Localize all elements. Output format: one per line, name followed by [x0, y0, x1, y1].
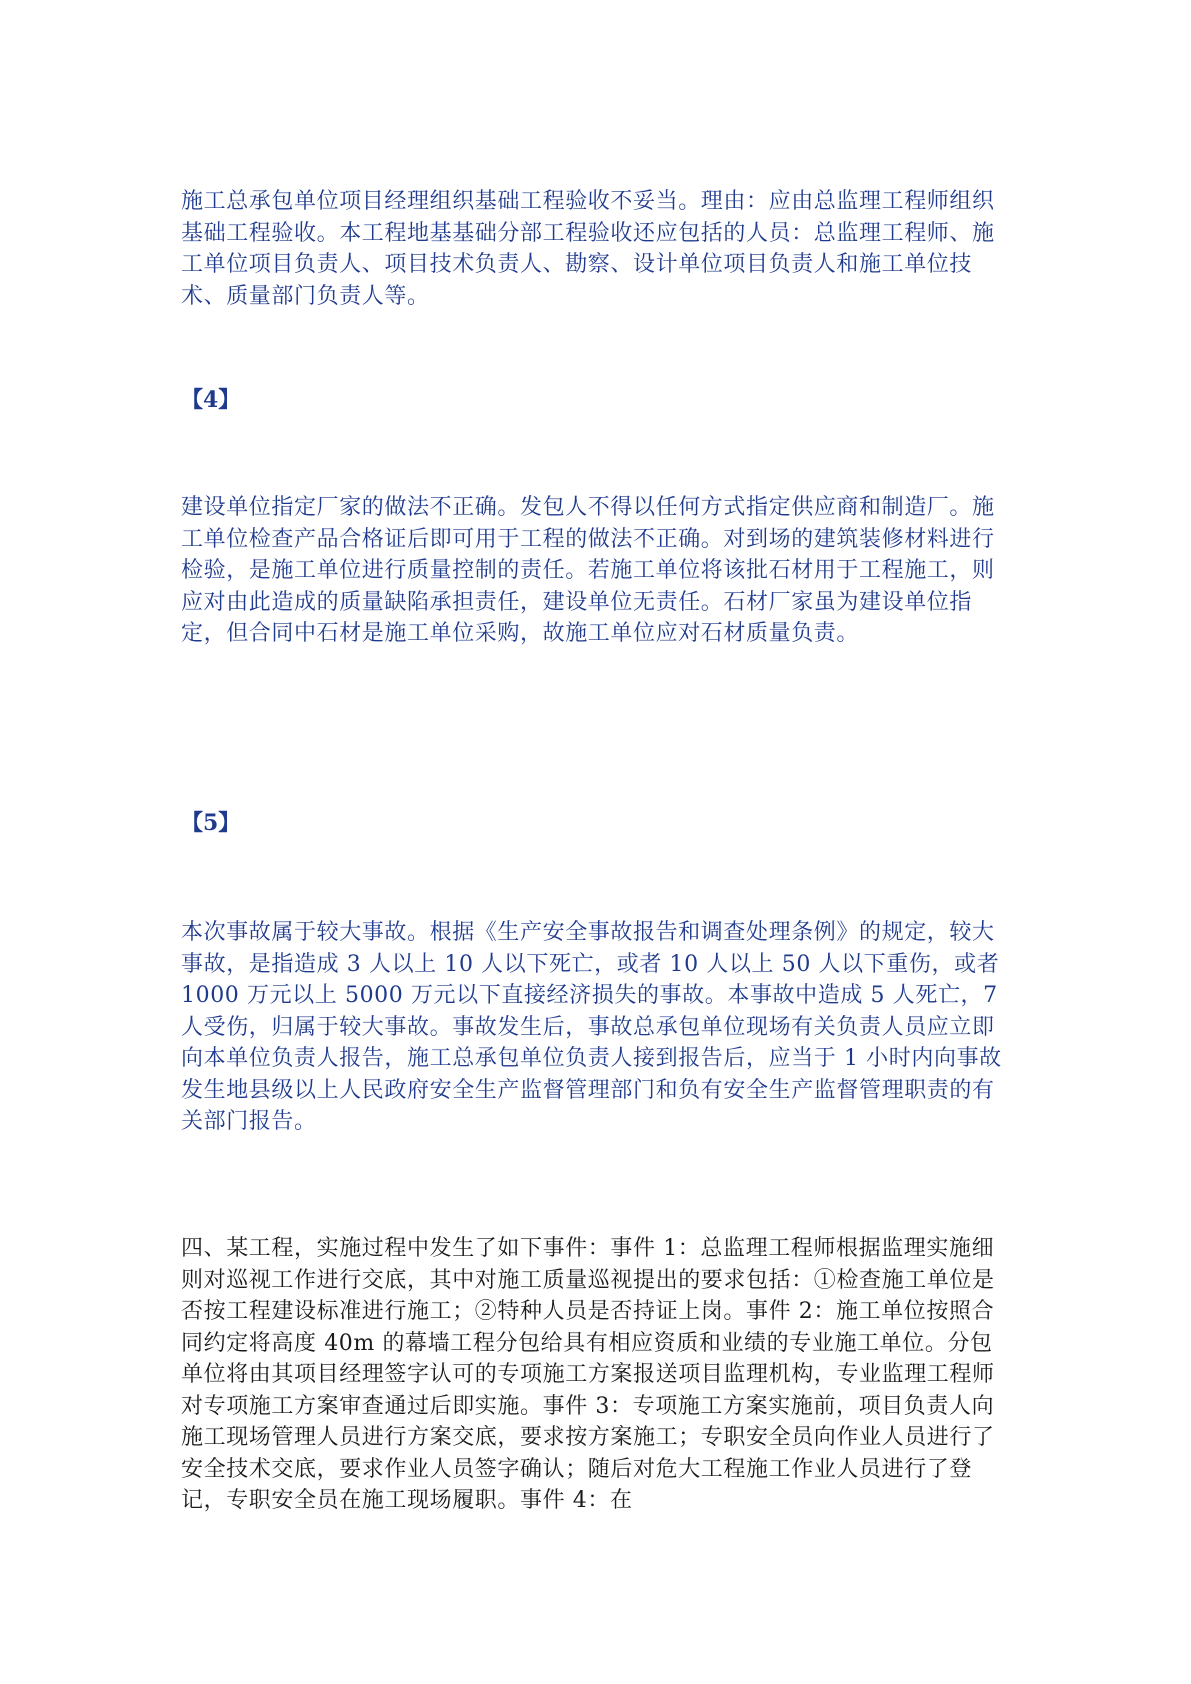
question-4-paragraph: 四、某工程，实施过程中发生了如下事件：事件 1：总监理工程师根据监理实施细则对巡视工作进行交底，其中对施工质量巡视提出的要求包括：①检查施工单位是否按工程建设标准进行施工；②特种人员是否持证上岗。事件 2：施工单位按照合同约定将高度 40m 的幕墙工程分包给具有相应资质和业绩的专业施工单位。分包单位将由其项目经理签字认可的专项施工方案报送项目监理机构，专业监理工程师对专项施工方案审查通过后即实施。事件 3：专项施工方案实施前，项目负责人向施工现场管理人员进行方案交底，要求按方案施工；专职安全员向作业人员进行了安全技术交底，要求作业人员签字确认；随后对危大工程施工作业人员进行了登记，专职安全员在施工现场履职。事件 4：在	[181, 1236, 995, 1513]
answer-4-paragraph: 建设单位指定厂家的做法不正确。发包人不得以任何方式指定供应商和制造厂。施工单位检查产品合格证后即可用于工程的做法不正确。对到场的建筑装修材料进行检验，是施工单位进行质量控制的责任。若施工单位将该批石材用于工程施工，则应对由此造成的质量缺陷承担责任，建设单位无责任。石材厂家虽为建设单位指定，但合同中石材是施工单位采购，故施工单位应对石材质量负责。	[181, 495, 995, 646]
answer-5-paragraph: 本次事故属于较大事故。根据《生产安全事故报告和调查处理条例》的规定，较大事故，是指造成 3 人以上 10 人以下死亡，或者 10 人以上 50 人以下重伤，或者 1000 万元以上 5000 万元以下直接经济损失的事故。本事故中造成 5 人死亡，7 人受伤，归属于较大事故。事故发生后，事故总承包单位现场有关负责人员应立即向本单位负责人报告，施工总承包单位负责人接到报告后，应当于 1 小时内向事故发生地县级以上人民政府安全生产监督管理部门和负有安全生产监督管理职责的有关部门报告。	[181, 920, 1002, 1134]
answer-3-paragraph: 施工总承包单位项目经理组织基础工程验收不妥当。理由：应由总监理工程师组织基础工程验收。本工程地基基础分部工程验收还应包括的人员：总监理工程师、施工单位项目负责人、项目技术负责人、勘察、设计单位项目负责人和施工单位技术、质量部门负责人等。	[181, 189, 995, 309]
question-marker-4: 【4】	[181, 387, 241, 413]
question-marker-5: 【5】	[181, 810, 241, 836]
